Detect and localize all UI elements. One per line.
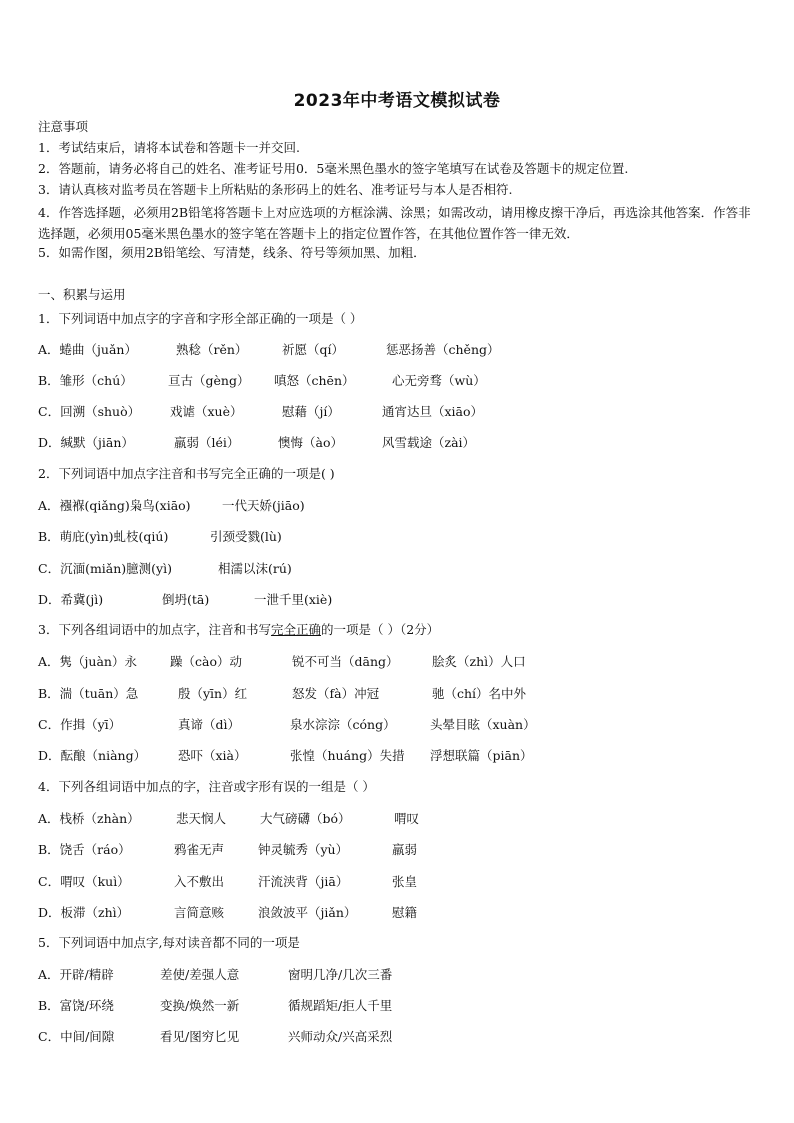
option-text: 熟稔（rěn） bbox=[176, 342, 248, 357]
option-text: 羸弱（léi） bbox=[174, 435, 240, 450]
option-text: A．栈桥（zhàn） bbox=[38, 811, 140, 826]
question-stem: 2．下列词语中加点字注音和书写完全正确的一项是( ) bbox=[38, 466, 335, 481]
notice-item: 4．作答选择题，必须用2B铅笔将答题卡上对应选项的方框涂满、涂黑；如需改动，请用橡皮擦干净后，再选涂其他答案．作答非选择题，必须用05毫米黑色墨水的签字笔在答题卡上的指定位置作答，在其他位置作答一律无效． bbox=[38, 205, 751, 241]
section-heading: 一、积累与运用 bbox=[38, 287, 126, 302]
option-text: D．希冀(jì) bbox=[38, 592, 104, 607]
option-text: 殷（yīn）红 bbox=[178, 686, 248, 701]
option-text: 汗流浃背（jiā） bbox=[258, 874, 349, 889]
option-text: 兴师动众/兴高采烈 bbox=[288, 1029, 393, 1044]
option-text: A．蜷曲（juǎn） bbox=[38, 342, 137, 357]
option-text: 怒发（fà）冲冠 bbox=[292, 686, 380, 701]
option-text: 循规蹈矩/拒人千里 bbox=[288, 998, 393, 1013]
notice-item: 5．如需作图，须用2B铅笔绘、写清楚，线条、符号等须加黑、加粗． bbox=[38, 245, 426, 260]
option-text: 慰籍 bbox=[392, 905, 418, 920]
option-text: 风雪载途（zài） bbox=[382, 435, 476, 450]
question-stem: 5．下列词语中加点字,每对读音都不同的一项是 bbox=[38, 935, 300, 950]
option-text: 窗明几净/几次三番 bbox=[288, 967, 393, 982]
question-stem: 1．下列词语中加点字的字音和字形全部正确的一项是（ ） bbox=[38, 311, 363, 326]
option-text: C．作揖（yī） bbox=[38, 717, 122, 732]
option-text: 锐不可当（dāng） bbox=[292, 654, 399, 669]
notice-item: 3．请认真核对监考员在答题卡上所粘贴的条形码上的姓名、准考证号与本人是否相符. bbox=[38, 182, 513, 197]
option-text: 喟叹 bbox=[394, 811, 420, 826]
option-text: 亘古（gèng） bbox=[168, 373, 250, 388]
option-text: 恐吓（xià） bbox=[178, 748, 247, 763]
option-text: 大气磅礴（bó） bbox=[260, 811, 351, 826]
option-text: 悲天悯人 bbox=[176, 811, 227, 826]
option-text: 张皇 bbox=[392, 874, 418, 889]
option-text: 浮想联篇（piān） bbox=[430, 748, 533, 763]
option-text: 脍炙（zhì）人口 bbox=[432, 654, 526, 669]
option-text: 一代天娇(jiāo) bbox=[222, 498, 305, 513]
option-text: 躁（cào）动 bbox=[170, 654, 242, 669]
option-text: D．板滞（zhì） bbox=[38, 905, 130, 920]
option-text: 慰藉（jí） bbox=[282, 404, 340, 419]
option-text: 变换/焕然一新 bbox=[160, 998, 240, 1013]
option-text: D．酝酿（niàng） bbox=[38, 748, 147, 763]
option-text: 泉水淙淙（cóng） bbox=[290, 717, 396, 732]
option-text: C．回溯（shuò） bbox=[38, 404, 141, 419]
option-text: 鸦雀无声 bbox=[174, 842, 225, 857]
option-text: 钟灵毓秀（yù） bbox=[258, 842, 349, 857]
option-text: B．饶舌（ráo） bbox=[38, 842, 131, 857]
option-text: 嗔怒（chēn） bbox=[274, 373, 355, 388]
notice-item: 2．答题前，请务必将自己的姓名、准考证号用0．5毫米黑色墨水的签字笔填写在试卷及答题卡的规定位置. bbox=[38, 161, 629, 176]
option-text: 心无旁骛（wù） bbox=[392, 373, 486, 388]
option-text: A．襁褓(qiǎng)枭鸟(xiāo) bbox=[38, 498, 191, 513]
stem-part: 3．下列各组词语中的加点字，注音和书写 bbox=[38, 622, 271, 637]
question-stem bbox=[38, 621, 758, 639]
option-text: A．开辟/精辟 bbox=[38, 967, 114, 982]
option-text: A．隽（juàn）永 bbox=[38, 654, 137, 669]
notice-heading: 注意事项 bbox=[38, 119, 89, 134]
option-text: B．雏形（chú） bbox=[38, 373, 133, 388]
option-text: 张惶（huáng）失措 bbox=[290, 748, 405, 763]
option-text: 言简意赅 bbox=[174, 905, 225, 920]
option-text: 倒坍(tā) bbox=[162, 592, 210, 607]
option-text: 祈愿（qí） bbox=[282, 342, 344, 357]
option-text: B．富饶/环绕 bbox=[38, 998, 114, 1013]
option-text: C．中间/间隙 bbox=[38, 1029, 115, 1044]
option-text: 戏谑（xuè） bbox=[170, 404, 243, 419]
option-text: 头晕目眩（xuàn） bbox=[430, 717, 536, 732]
option-text: C．沉湎(miǎn)臆测(yì) bbox=[38, 561, 172, 576]
option-text: D．缄默（jiān） bbox=[38, 435, 134, 450]
option-text: B．湍（tuān）急 bbox=[38, 686, 139, 701]
option-text: 入不敷出 bbox=[174, 874, 225, 889]
stem-part: 的一项是（ ）（2分） bbox=[320, 622, 440, 637]
option-text: C．喟叹（kuì） bbox=[38, 874, 130, 889]
option-text: 相濡以沫(rú) bbox=[218, 561, 292, 576]
option-text: 惩恶扬善（chěng） bbox=[386, 342, 500, 357]
option-text: 驰（chí）名中外 bbox=[432, 686, 527, 701]
option-text: B．萌庇(yìn)虬枝(qiú) bbox=[38, 529, 169, 544]
notice-item: 1．考试结束后，请将本试卷和答题卡一并交回. bbox=[38, 140, 300, 155]
page-title: 2023年中考语文模拟试卷 bbox=[293, 91, 501, 111]
option-text: 差使/差强人意 bbox=[160, 967, 240, 982]
option-text: 真谛（dì） bbox=[178, 717, 240, 732]
option-text: 懊悔（ào） bbox=[278, 435, 343, 450]
stem-emphasis: 完全正确 bbox=[270, 622, 321, 637]
option-text: 一泄千里(xiè) bbox=[254, 592, 333, 607]
question-stem: 4．下列各组词语中加点的字，注音或字形有误的一组是（ ） bbox=[38, 779, 375, 794]
option-text: 看见/图穷匕见 bbox=[160, 1029, 240, 1044]
option-text: 通宵达旦（xiāo） bbox=[382, 404, 484, 419]
option-text: 引颈受戮(lù) bbox=[210, 529, 282, 544]
option-text: 浪敛波平（jiǎn） bbox=[258, 905, 357, 920]
option-text: 羸弱 bbox=[392, 842, 418, 857]
